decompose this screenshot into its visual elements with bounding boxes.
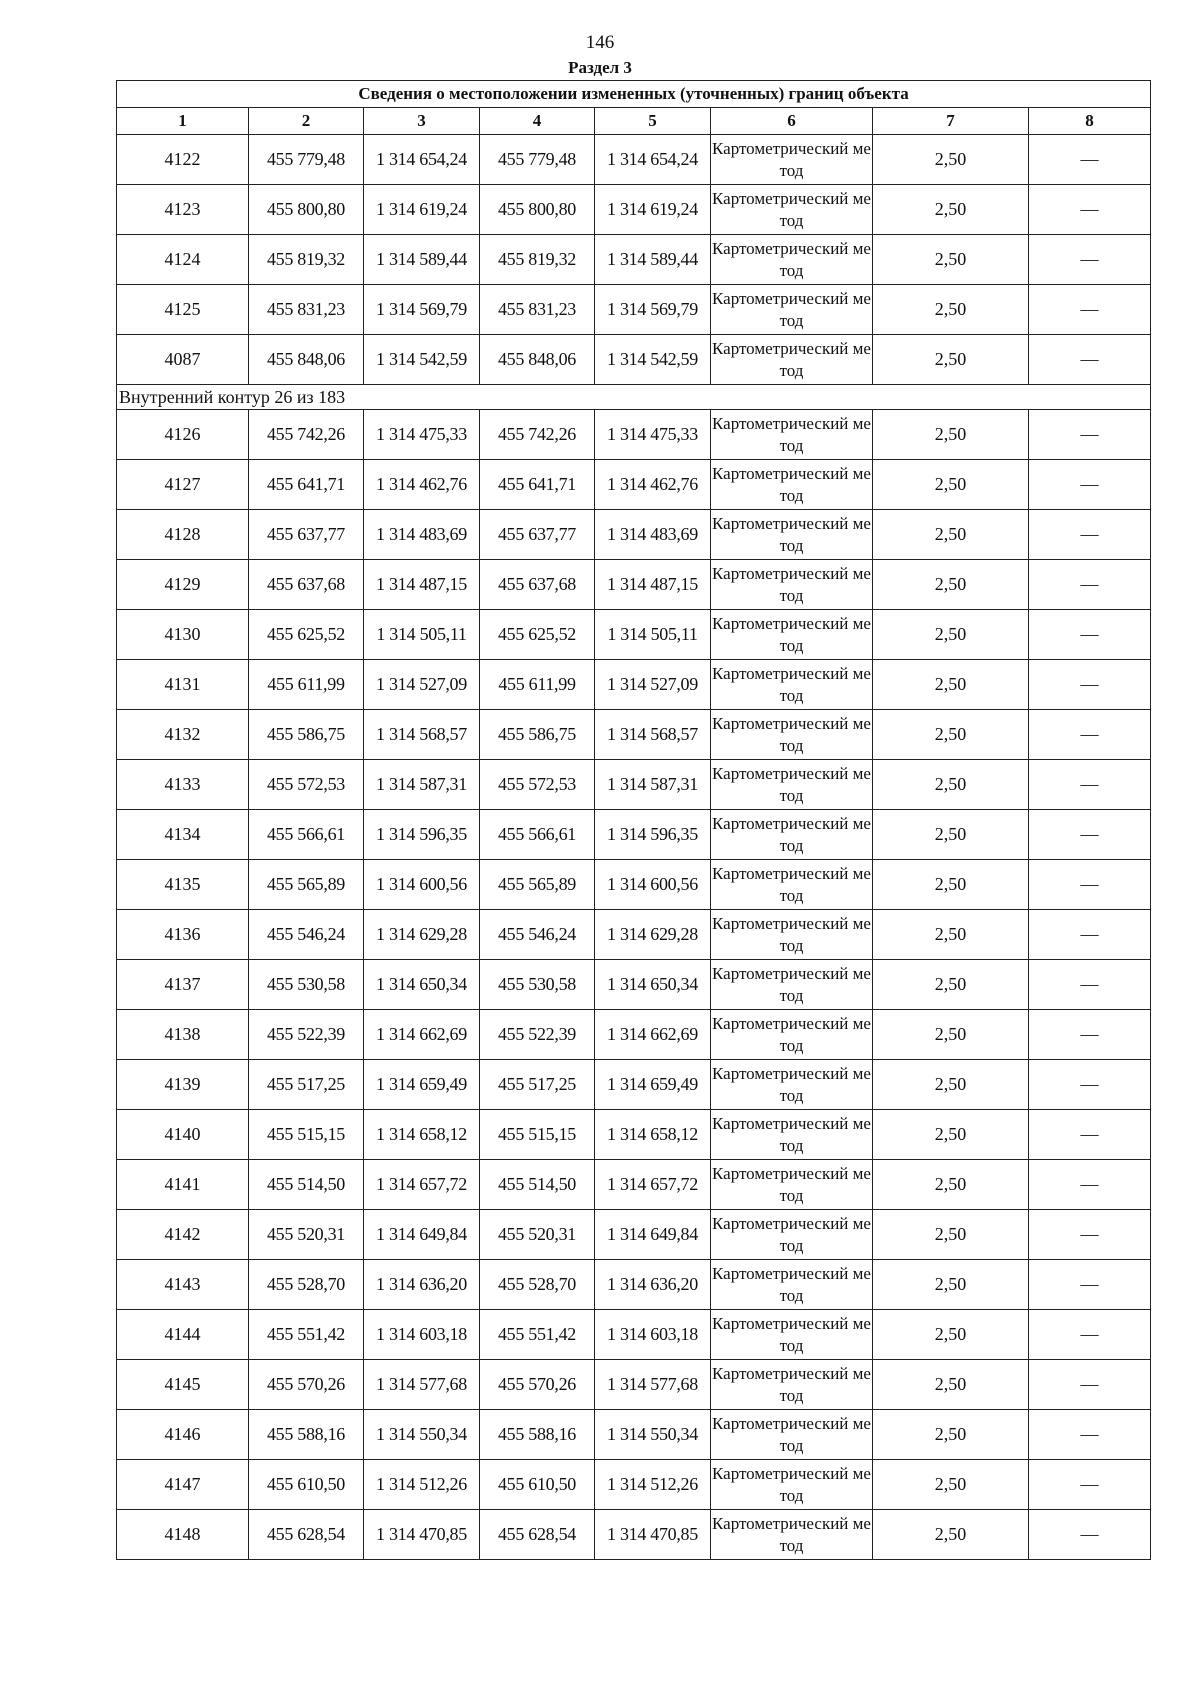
column-number-row (117, 108, 1151, 135)
y-coordinate-cell: 1 314 589,44 (364, 235, 480, 285)
method-cell: Картометрический метод (711, 660, 873, 710)
precision-cell: 2,50 (873, 560, 1029, 610)
method-cell: Картометрический метод (711, 135, 873, 185)
y-coordinate-cell: 1 314 654,24 (595, 135, 711, 185)
y-coordinate-cell: 1 314 649,84 (364, 1210, 480, 1260)
table-row (117, 460, 1151, 510)
x-coordinate-cell: 455 572,53 (249, 760, 364, 810)
method-cell: Картометрический метод (711, 1110, 873, 1160)
method-cell: Картометрический метод (711, 1410, 873, 1460)
description-cell: — (1029, 135, 1151, 185)
x-coordinate-cell: 455 570,26 (480, 1360, 595, 1410)
x-coordinate-cell: 455 586,75 (249, 710, 364, 760)
column-number: 2 (249, 108, 364, 135)
point-number-cell: 4132 (117, 710, 249, 760)
table-row (117, 610, 1151, 660)
y-coordinate-cell: 1 314 483,69 (595, 510, 711, 560)
x-coordinate-cell: 455 530,58 (249, 960, 364, 1010)
x-coordinate-cell: 455 522,39 (249, 1010, 364, 1060)
method-cell: Картометрический метод (711, 860, 873, 910)
point-number-cell: 4125 (117, 285, 249, 335)
point-number-cell: 4131 (117, 660, 249, 710)
precision-cell: 2,50 (873, 1460, 1029, 1510)
method-cell: Картометрический метод (711, 710, 873, 760)
precision-cell: 2,50 (873, 135, 1029, 185)
point-number-cell: 4136 (117, 910, 249, 960)
y-coordinate-cell: 1 314 629,28 (595, 910, 711, 960)
point-number-cell: 4142 (117, 1210, 249, 1260)
y-coordinate-cell: 1 314 470,85 (364, 1510, 480, 1560)
x-coordinate-cell: 455 831,23 (249, 285, 364, 335)
y-coordinate-cell: 1 314 659,49 (595, 1060, 711, 1110)
y-coordinate-cell: 1 314 512,26 (364, 1460, 480, 1510)
precision-cell: 2,50 (873, 410, 1029, 460)
y-coordinate-cell: 1 314 470,85 (595, 1510, 711, 1560)
table-row (117, 760, 1151, 810)
x-coordinate-cell: 455 637,77 (480, 510, 595, 560)
precision-cell: 2,50 (873, 510, 1029, 560)
y-coordinate-cell: 1 314 505,11 (595, 610, 711, 660)
table-row (117, 1010, 1151, 1060)
point-number-cell: 4127 (117, 460, 249, 510)
table-row (117, 410, 1151, 460)
y-coordinate-cell: 1 314 475,33 (595, 410, 711, 460)
table-row (117, 1210, 1151, 1260)
x-coordinate-cell: 455 546,24 (480, 910, 595, 960)
point-number-cell: 4135 (117, 860, 249, 910)
x-coordinate-cell: 455 742,26 (480, 410, 595, 460)
point-number-cell: 4130 (117, 610, 249, 660)
y-coordinate-cell: 1 314 658,12 (595, 1110, 711, 1160)
description-cell: — (1029, 460, 1151, 510)
x-coordinate-cell: 455 625,52 (480, 610, 595, 660)
point-number-cell: 4123 (117, 185, 249, 235)
point-number-cell: 4146 (117, 1410, 249, 1460)
table-body (117, 135, 1151, 1560)
description-cell: — (1029, 1110, 1151, 1160)
x-coordinate-cell: 455 517,25 (480, 1060, 595, 1110)
precision-cell: 2,50 (873, 285, 1029, 335)
table-row (117, 1060, 1151, 1110)
column-number: 1 (117, 108, 249, 135)
method-cell: Картометрический метод (711, 1510, 873, 1560)
x-coordinate-cell: 455 588,16 (480, 1410, 595, 1460)
y-coordinate-cell: 1 314 649,84 (595, 1210, 711, 1260)
method-cell: Картометрический метод (711, 810, 873, 860)
method-cell: Картометрический метод (711, 335, 873, 385)
x-coordinate-cell: 455 551,42 (249, 1310, 364, 1360)
y-coordinate-cell: 1 314 629,28 (364, 910, 480, 960)
x-coordinate-cell: 455 611,99 (249, 660, 364, 710)
method-cell: Картометрический метод (711, 1010, 873, 1060)
point-number-cell: 4124 (117, 235, 249, 285)
precision-cell: 2,50 (873, 1160, 1029, 1210)
y-coordinate-cell: 1 314 487,15 (595, 560, 711, 610)
x-coordinate-cell: 455 546,24 (249, 910, 364, 960)
point-number-cell: 4126 (117, 410, 249, 460)
y-coordinate-cell: 1 314 542,59 (595, 335, 711, 385)
x-coordinate-cell: 455 800,80 (249, 185, 364, 235)
description-cell: — (1029, 1510, 1151, 1560)
y-coordinate-cell: 1 314 568,57 (364, 710, 480, 760)
y-coordinate-cell: 1 314 619,24 (595, 185, 711, 235)
y-coordinate-cell: 1 314 527,09 (364, 660, 480, 710)
table-row (117, 1160, 1151, 1210)
description-cell: — (1029, 1410, 1151, 1460)
method-cell: Картометрический метод (711, 285, 873, 335)
y-coordinate-cell: 1 314 587,31 (595, 760, 711, 810)
description-cell: — (1029, 1160, 1151, 1210)
y-coordinate-cell: 1 314 577,68 (364, 1360, 480, 1410)
x-coordinate-cell: 455 515,15 (480, 1110, 595, 1160)
x-coordinate-cell: 455 514,50 (480, 1160, 595, 1210)
point-number-cell: 4129 (117, 560, 249, 610)
precision-cell: 2,50 (873, 335, 1029, 385)
table-row (117, 1260, 1151, 1310)
table-row (117, 185, 1151, 235)
x-coordinate-cell: 455 610,50 (480, 1460, 595, 1510)
x-coordinate-cell: 455 742,26 (249, 410, 364, 460)
y-coordinate-cell: 1 314 475,33 (364, 410, 480, 460)
page-number: 146 (585, 32, 615, 53)
method-cell: Картометрический метод (711, 1160, 873, 1210)
x-coordinate-cell: 455 779,48 (480, 135, 595, 185)
point-number-cell: 4140 (117, 1110, 249, 1160)
point-number-cell: 4148 (117, 1510, 249, 1560)
point-number-cell: 4134 (117, 810, 249, 860)
x-coordinate-cell: 455 819,32 (249, 235, 364, 285)
method-cell: Картометрический метод (711, 1260, 873, 1310)
description-cell: — (1029, 185, 1151, 235)
x-coordinate-cell: 455 565,89 (480, 860, 595, 910)
x-coordinate-cell: 455 522,39 (480, 1010, 595, 1060)
table-row (117, 235, 1151, 285)
x-coordinate-cell: 455 551,42 (480, 1310, 595, 1360)
y-coordinate-cell: 1 314 657,72 (595, 1160, 711, 1210)
description-cell: — (1029, 1460, 1151, 1510)
x-coordinate-cell: 455 517,25 (249, 1060, 364, 1110)
description-cell: — (1029, 860, 1151, 910)
method-cell: Картометрический метод (711, 1460, 873, 1510)
method-cell: Картометрический метод (711, 1210, 873, 1260)
description-cell: — (1029, 1060, 1151, 1110)
description-cell: — (1029, 760, 1151, 810)
x-coordinate-cell: 455 528,70 (249, 1260, 364, 1310)
contour-label-row (117, 385, 1151, 410)
method-cell: Картометрический метод (711, 960, 873, 1010)
y-coordinate-cell: 1 314 658,12 (364, 1110, 480, 1160)
y-coordinate-cell: 1 314 596,35 (364, 810, 480, 860)
y-coordinate-cell: 1 314 505,11 (364, 610, 480, 660)
x-coordinate-cell: 455 800,80 (480, 185, 595, 235)
x-coordinate-cell: 455 610,50 (249, 1460, 364, 1510)
x-coordinate-cell: 455 520,31 (480, 1210, 595, 1260)
method-cell: Картометрический метод (711, 185, 873, 235)
table-row (117, 1310, 1151, 1360)
y-coordinate-cell: 1 314 527,09 (595, 660, 711, 710)
method-cell: Картометрический метод (711, 610, 873, 660)
x-coordinate-cell: 455 641,71 (480, 460, 595, 510)
point-number-cell: 4122 (117, 135, 249, 185)
precision-cell: 2,50 (873, 1110, 1029, 1160)
x-coordinate-cell: 455 628,54 (249, 1510, 364, 1560)
point-number-cell: 4139 (117, 1060, 249, 1110)
y-coordinate-cell: 1 314 589,44 (595, 235, 711, 285)
table-row (117, 960, 1151, 1010)
table-row (117, 510, 1151, 560)
x-coordinate-cell: 455 637,68 (480, 560, 595, 610)
description-cell: — (1029, 610, 1151, 660)
y-coordinate-cell: 1 314 657,72 (364, 1160, 480, 1210)
y-coordinate-cell: 1 314 636,20 (595, 1260, 711, 1310)
column-number: 6 (711, 108, 873, 135)
precision-cell: 2,50 (873, 1510, 1029, 1560)
y-coordinate-cell: 1 314 619,24 (364, 185, 480, 235)
y-coordinate-cell: 1 314 550,34 (595, 1410, 711, 1460)
x-coordinate-cell: 455 819,32 (480, 235, 595, 285)
point-number-cell: 4128 (117, 510, 249, 560)
table-row (117, 1360, 1151, 1410)
precision-cell: 2,50 (873, 760, 1029, 810)
section-title: Раздел 3 (568, 58, 632, 77)
y-coordinate-cell: 1 314 659,49 (364, 1060, 480, 1110)
x-coordinate-cell: 455 570,26 (249, 1360, 364, 1410)
description-cell: — (1029, 1260, 1151, 1310)
precision-cell: 2,50 (873, 1360, 1029, 1410)
y-coordinate-cell: 1 314 600,56 (364, 860, 480, 910)
precision-cell: 2,50 (873, 710, 1029, 760)
x-coordinate-cell: 455 514,50 (249, 1160, 364, 1210)
table-row (117, 860, 1151, 910)
method-cell: Картометрический метод (711, 410, 873, 460)
table-row (117, 660, 1151, 710)
precision-cell: 2,50 (873, 1010, 1029, 1060)
y-coordinate-cell: 1 314 483,69 (364, 510, 480, 560)
column-number: 5 (595, 108, 711, 135)
y-coordinate-cell: 1 314 568,57 (595, 710, 711, 760)
description-cell: — (1029, 1010, 1151, 1060)
precision-cell: 2,50 (873, 660, 1029, 710)
column-number: 3 (364, 108, 480, 135)
x-coordinate-cell: 455 848,06 (480, 335, 595, 385)
table-row (117, 910, 1151, 960)
table-row (117, 1460, 1151, 1510)
x-coordinate-cell: 455 565,89 (249, 860, 364, 910)
precision-cell: 2,50 (873, 235, 1029, 285)
point-number-cell: 4133 (117, 760, 249, 810)
y-coordinate-cell: 1 314 587,31 (364, 760, 480, 810)
method-cell: Картометрический метод (711, 760, 873, 810)
precision-cell: 2,50 (873, 610, 1029, 660)
x-coordinate-cell: 455 831,23 (480, 285, 595, 335)
y-coordinate-cell: 1 314 542,59 (364, 335, 480, 385)
description-cell: — (1029, 1360, 1151, 1410)
point-number-cell: 4147 (117, 1460, 249, 1510)
x-coordinate-cell: 455 637,77 (249, 510, 364, 560)
x-coordinate-cell: 455 588,16 (249, 1410, 364, 1460)
method-cell: Картометрический метод (711, 510, 873, 560)
table-title: Сведения о местоположении измененных (уточненных) границ объекта (117, 81, 1151, 108)
y-coordinate-cell: 1 314 650,34 (364, 960, 480, 1010)
description-cell: — (1029, 810, 1151, 860)
method-cell: Картометрический метод (711, 1060, 873, 1110)
point-number-cell: 4145 (117, 1360, 249, 1410)
table-row (117, 1410, 1151, 1460)
description-cell: — (1029, 410, 1151, 460)
description-cell: — (1029, 660, 1151, 710)
method-cell: Картометрический метод (711, 910, 873, 960)
x-coordinate-cell: 455 637,68 (249, 560, 364, 610)
precision-cell: 2,50 (873, 185, 1029, 235)
description-cell: — (1029, 285, 1151, 335)
precision-cell: 2,50 (873, 1210, 1029, 1260)
description-cell: — (1029, 510, 1151, 560)
y-coordinate-cell: 1 314 512,26 (595, 1460, 711, 1510)
method-cell: Картометрический метод (711, 460, 873, 510)
x-coordinate-cell: 455 566,61 (249, 810, 364, 860)
point-number-cell: 4137 (117, 960, 249, 1010)
description-cell: — (1029, 335, 1151, 385)
method-cell: Картометрический метод (711, 1360, 873, 1410)
point-number-cell: 4141 (117, 1160, 249, 1210)
table-row (117, 810, 1151, 860)
point-number-cell: 4138 (117, 1010, 249, 1060)
precision-cell: 2,50 (873, 810, 1029, 860)
y-coordinate-cell: 1 314 487,15 (364, 560, 480, 610)
column-number: 8 (1029, 108, 1151, 135)
y-coordinate-cell: 1 314 569,79 (595, 285, 711, 335)
description-cell: — (1029, 1210, 1151, 1260)
description-cell: — (1029, 960, 1151, 1010)
precision-cell: 2,50 (873, 1310, 1029, 1360)
table-row (117, 285, 1151, 335)
x-coordinate-cell: 455 572,53 (480, 760, 595, 810)
y-coordinate-cell: 1 314 577,68 (595, 1360, 711, 1410)
y-coordinate-cell: 1 314 600,56 (595, 860, 711, 910)
precision-cell: 2,50 (873, 910, 1029, 960)
table-row (117, 135, 1151, 185)
x-coordinate-cell: 455 515,15 (249, 1110, 364, 1160)
precision-cell: 2,50 (873, 1260, 1029, 1310)
column-number: 7 (873, 108, 1029, 135)
y-coordinate-cell: 1 314 603,18 (595, 1310, 711, 1360)
description-cell: — (1029, 710, 1151, 760)
precision-cell: 2,50 (873, 860, 1029, 910)
precision-cell: 2,50 (873, 960, 1029, 1010)
table-row (117, 1110, 1151, 1160)
contour-label: Внутренний контур 26 из 183 (117, 385, 1151, 410)
y-coordinate-cell: 1 314 462,76 (595, 460, 711, 510)
x-coordinate-cell: 455 520,31 (249, 1210, 364, 1260)
column-number: 4 (480, 108, 595, 135)
method-cell: Картометрический метод (711, 235, 873, 285)
point-number-cell: 4087 (117, 335, 249, 385)
point-number-cell: 4144 (117, 1310, 249, 1360)
description-cell: — (1029, 910, 1151, 960)
precision-cell: 2,50 (873, 1060, 1029, 1110)
x-coordinate-cell: 455 848,06 (249, 335, 364, 385)
description-cell: — (1029, 235, 1151, 285)
description-cell: — (1029, 560, 1151, 610)
y-coordinate-cell: 1 314 603,18 (364, 1310, 480, 1360)
table-row (117, 335, 1151, 385)
x-coordinate-cell: 455 586,75 (480, 710, 595, 760)
table-row (117, 560, 1151, 610)
method-cell: Картометрический метод (711, 560, 873, 610)
y-coordinate-cell: 1 314 596,35 (595, 810, 711, 860)
precision-cell: 2,50 (873, 460, 1029, 510)
x-coordinate-cell: 455 530,58 (480, 960, 595, 1010)
y-coordinate-cell: 1 314 662,69 (595, 1010, 711, 1060)
method-cell: Картометрический метод (711, 1310, 873, 1360)
description-cell: — (1029, 1310, 1151, 1360)
x-coordinate-cell: 455 628,54 (480, 1510, 595, 1560)
y-coordinate-cell: 1 314 550,34 (364, 1410, 480, 1460)
x-coordinate-cell: 455 528,70 (480, 1260, 595, 1310)
y-coordinate-cell: 1 314 650,34 (595, 960, 711, 1010)
point-number-cell: 4143 (117, 1260, 249, 1310)
boundary-coordinates-table (116, 80, 1151, 1560)
precision-cell: 2,50 (873, 1410, 1029, 1460)
x-coordinate-cell: 455 641,71 (249, 460, 364, 510)
y-coordinate-cell: 1 314 636,20 (364, 1260, 480, 1310)
table-row (117, 1510, 1151, 1560)
table-row (117, 710, 1151, 760)
x-coordinate-cell: 455 611,99 (480, 660, 595, 710)
x-coordinate-cell: 455 566,61 (480, 810, 595, 860)
y-coordinate-cell: 1 314 462,76 (364, 460, 480, 510)
y-coordinate-cell: 1 314 569,79 (364, 285, 480, 335)
x-coordinate-cell: 455 625,52 (249, 610, 364, 660)
x-coordinate-cell: 455 779,48 (249, 135, 364, 185)
y-coordinate-cell: 1 314 662,69 (364, 1010, 480, 1060)
y-coordinate-cell: 1 314 654,24 (364, 135, 480, 185)
